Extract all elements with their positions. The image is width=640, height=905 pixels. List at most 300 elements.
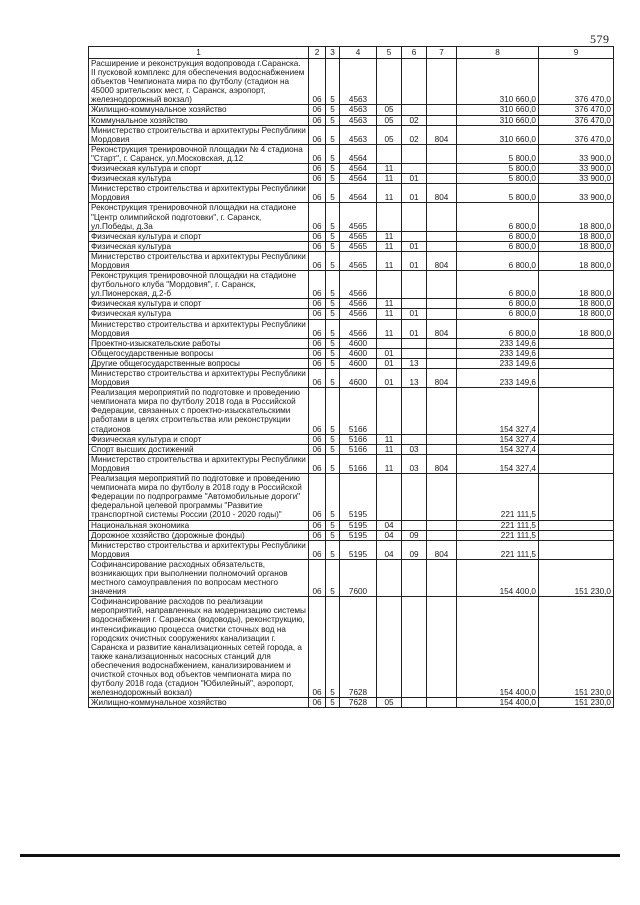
row-code-cell: 11 (377, 251, 402, 270)
row-amount-cell: 6 800,0 (457, 299, 539, 309)
row-amount-cell: 233 149,6 (457, 369, 539, 388)
row-code-cell (427, 203, 457, 231)
row-code-cell: 5 (326, 271, 340, 299)
row-code-cell: 06 (309, 174, 326, 184)
row-code-cell (377, 559, 402, 596)
row-code-cell (427, 348, 457, 358)
row-code-cell (427, 474, 457, 520)
table-row (89, 444, 614, 454)
row-code-cell: 06 (309, 105, 326, 115)
row-code-cell (402, 388, 427, 434)
row-code-cell: 5 (326, 597, 340, 698)
row-code-cell (427, 115, 457, 125)
row-code-cell: 5 (326, 59, 340, 105)
row-name-cell: Жилищно-коммунальное хозяйство (89, 105, 309, 115)
row-code-cell: 4600 (340, 369, 377, 388)
row-code-cell: 4563 (340, 115, 377, 125)
row-code-cell: 5 (326, 164, 340, 174)
row-amount-cell (539, 348, 614, 358)
row-name-cell: Общегосударственные вопросы (89, 348, 309, 358)
row-code-cell (402, 299, 427, 309)
row-code-cell: 5 (326, 203, 340, 231)
row-amount-cell: 5 800,0 (457, 174, 539, 184)
row-amount-cell: 154 400,0 (457, 559, 539, 596)
row-code-cell: 5 (326, 115, 340, 125)
row-amount-cell: 310 660,0 (457, 105, 539, 115)
table-row (89, 144, 614, 163)
row-name-cell: Министерство строительства и архитектуры Республики Мордовия (89, 319, 309, 338)
row-code-cell (427, 597, 457, 698)
row-code-cell: 06 (309, 597, 326, 698)
table-row (89, 59, 614, 105)
row-code-cell (377, 203, 402, 231)
table-row (89, 369, 614, 388)
table-row (89, 530, 614, 540)
table-row (89, 174, 614, 184)
row-amount-cell (539, 474, 614, 520)
row-code-cell: 5 (326, 540, 340, 559)
row-code-cell: 5 (326, 125, 340, 144)
row-code-cell: 13 (402, 369, 427, 388)
table-row (89, 184, 614, 203)
row-name-cell: Министерство строительства и архитектуры Республики Мордовия (89, 251, 309, 270)
row-code-cell: 06 (309, 59, 326, 105)
row-code-cell (427, 530, 457, 540)
row-name-cell: Другие общегосударственные вопросы (89, 358, 309, 368)
row-amount-cell (539, 520, 614, 530)
row-code-cell (427, 309, 457, 319)
row-amount-cell: 233 149,6 (457, 348, 539, 358)
row-name-cell: Реконструкция тренировочной площадки № 4 стадиона "Старт", г. Саранск, ул.Московская, д.12 (89, 144, 309, 163)
table-header (89, 47, 614, 59)
row-code-cell: 4566 (340, 271, 377, 299)
row-amount-cell: 221 111,5 (457, 540, 539, 559)
row-code-cell: 01 (377, 348, 402, 358)
row-code-cell (427, 241, 457, 251)
row-code-cell: 05 (377, 105, 402, 115)
row-code-cell (427, 358, 457, 368)
row-code-cell (427, 434, 457, 444)
row-name-cell: Министерство строительства и архитектуры Республики Мордовия (89, 184, 309, 203)
row-amount-cell: 151 230,0 (539, 559, 614, 596)
row-code-cell: 5166 (340, 388, 377, 434)
row-code-cell: 01 (402, 309, 427, 319)
row-code-cell: 5 (326, 369, 340, 388)
row-code-cell: 5 (326, 530, 340, 540)
row-code-cell: 04 (377, 540, 402, 559)
row-code-cell: 06 (309, 231, 326, 241)
header-cell-4: 4 (340, 47, 377, 59)
row-amount-cell: 6 800,0 (457, 203, 539, 231)
table-row (89, 251, 614, 270)
row-code-cell: 13 (402, 358, 427, 368)
row-code-cell: 4564 (340, 174, 377, 184)
row-code-cell (377, 338, 402, 348)
row-amount-cell (539, 434, 614, 444)
row-code-cell: 5 (326, 231, 340, 241)
row-code-cell: 11 (377, 299, 402, 309)
row-amount-cell (539, 540, 614, 559)
row-code-cell: 4564 (340, 144, 377, 163)
row-code-cell (402, 164, 427, 174)
row-amount-cell: 6 800,0 (457, 319, 539, 338)
row-name-cell: Физическая культура и спорт (89, 231, 309, 241)
row-code-cell: 5166 (340, 444, 377, 454)
row-code-cell: 4565 (340, 241, 377, 251)
row-code-cell: 7628 (340, 698, 377, 708)
table-row (89, 388, 614, 434)
row-code-cell: 11 (377, 174, 402, 184)
row-code-cell: 804 (427, 540, 457, 559)
row-code-cell: 06 (309, 319, 326, 338)
row-code-cell (427, 698, 457, 708)
row-name-cell: Софинансирование расходных обязательств, возникающих при выполнении полномочий органов местного самоуправления по вопросам местного значения (89, 559, 309, 596)
row-code-cell: 11 (377, 434, 402, 444)
row-code-cell: 5 (326, 388, 340, 434)
row-name-cell: Министерство строительства и архитектуры Республики Мордовия (89, 540, 309, 559)
row-amount-cell: 18 800,0 (539, 241, 614, 251)
row-code-cell: 5 (326, 348, 340, 358)
row-code-cell: 02 (402, 115, 427, 125)
row-code-cell (402, 59, 427, 105)
row-amount-cell: 310 660,0 (457, 59, 539, 105)
row-code-cell (427, 338, 457, 348)
row-code-cell: 4600 (340, 348, 377, 358)
row-code-cell: 06 (309, 559, 326, 596)
row-code-cell: 5195 (340, 540, 377, 559)
row-name-cell: Жилищно-коммунальное хозяйство (89, 698, 309, 708)
row-code-cell: 05 (377, 125, 402, 144)
row-code-cell: 05 (377, 698, 402, 708)
row-code-cell: 5 (326, 144, 340, 163)
row-code-cell: 11 (377, 231, 402, 241)
table-row (89, 358, 614, 368)
row-code-cell (377, 144, 402, 163)
row-amount-cell: 376 470,0 (539, 59, 614, 105)
row-code-cell: 11 (377, 309, 402, 319)
row-code-cell (402, 203, 427, 231)
table-row (89, 271, 614, 299)
row-code-cell: 5 (326, 698, 340, 708)
row-code-cell (402, 597, 427, 698)
row-code-cell: 06 (309, 271, 326, 299)
row-code-cell: 06 (309, 348, 326, 358)
row-amount-cell: 18 800,0 (539, 319, 614, 338)
row-name-cell: Физическая культура (89, 309, 309, 319)
row-name-cell: Национальная экономика (89, 520, 309, 530)
row-code-cell: 06 (309, 144, 326, 163)
row-code-cell: 5 (326, 309, 340, 319)
row-name-cell: Реконструкция тренировочной площадки на стадионе "Центр олимпийской подготовки", г. Саранск, ул.Победы, д.3а (89, 203, 309, 231)
row-code-cell (377, 59, 402, 105)
row-amount-cell: 376 470,0 (539, 125, 614, 144)
row-name-cell: Физическая культура и спорт (89, 434, 309, 444)
row-code-cell (427, 144, 457, 163)
row-code-cell (377, 388, 402, 434)
row-code-cell (427, 559, 457, 596)
row-code-cell (427, 164, 457, 174)
table-row (89, 105, 614, 115)
header-cell-8: 8 (457, 47, 539, 59)
row-amount-cell: 233 149,6 (457, 338, 539, 348)
row-amount-cell (539, 444, 614, 454)
row-code-cell: 804 (427, 319, 457, 338)
row-code-cell: 01 (377, 358, 402, 368)
row-amount-cell: 221 111,5 (457, 530, 539, 540)
row-name-cell: Реализация мероприятий по подготовке и проведению чемпионата мира по футболу 2018 года в Российской Федерации, связанных с проектно-изыскательскими работами в целях строительства или реконструкции стадионов (89, 388, 309, 434)
row-code-cell: 09 (402, 540, 427, 559)
row-code-cell (402, 144, 427, 163)
row-code-cell: 4600 (340, 358, 377, 368)
row-code-cell: 4566 (340, 319, 377, 338)
row-code-cell: 5 (326, 454, 340, 473)
row-amount-cell (539, 338, 614, 348)
row-code-cell: 5195 (340, 530, 377, 540)
table-row (89, 125, 614, 144)
row-code-cell: 06 (309, 299, 326, 309)
row-amount-cell: 18 800,0 (539, 299, 614, 309)
row-name-cell: Спорт высших достижений (89, 444, 309, 454)
row-code-cell: 01 (402, 184, 427, 203)
row-amount-cell: 33 900,0 (539, 174, 614, 184)
row-code-cell: 4564 (340, 184, 377, 203)
row-amount-cell: 6 800,0 (457, 231, 539, 241)
row-amount-cell: 154 327,4 (457, 454, 539, 473)
row-code-cell (402, 559, 427, 596)
row-code-cell: 11 (377, 444, 402, 454)
row-code-cell: 05 (377, 115, 402, 125)
row-amount-cell: 18 800,0 (539, 271, 614, 299)
row-name-cell: Реализация мероприятий по подготовке и проведению чемпионата мира по футболу в 2018 году в Российской Федерации по подпрограмме "Автомобильные дороги" федеральной целевой программы "Развитие транспортной системы России (2010 - 2020 годы)" (89, 474, 309, 520)
row-code-cell (427, 59, 457, 105)
table-row (89, 540, 614, 559)
page-number: 579 (590, 32, 610, 46)
row-code-cell: 5 (326, 338, 340, 348)
row-code-cell: 4564 (340, 164, 377, 174)
row-amount-cell: 233 149,6 (457, 358, 539, 368)
row-amount-cell (539, 388, 614, 434)
row-code-cell: 5 (326, 174, 340, 184)
row-code-cell: 06 (309, 520, 326, 530)
header-cell-7: 7 (427, 47, 457, 59)
row-amount-cell: 310 660,0 (457, 125, 539, 144)
table-row (89, 698, 614, 708)
row-code-cell: 01 (402, 174, 427, 184)
row-code-cell: 11 (377, 241, 402, 251)
row-amount-cell: 310 660,0 (457, 115, 539, 125)
row-code-cell: 4565 (340, 203, 377, 231)
row-amount-cell: 6 800,0 (457, 309, 539, 319)
header-cell-1: 1 (89, 47, 309, 59)
row-name-cell: Проектно-изыскательские работы (89, 338, 309, 348)
row-code-cell: 01 (402, 319, 427, 338)
row-code-cell (402, 520, 427, 530)
row-code-cell (402, 474, 427, 520)
row-code-cell: 11 (377, 164, 402, 174)
row-amount-cell: 18 800,0 (539, 309, 614, 319)
row-code-cell: 4566 (340, 309, 377, 319)
row-name-cell: Коммунальное хозяйство (89, 115, 309, 125)
row-code-cell: 06 (309, 434, 326, 444)
row-code-cell: 4600 (340, 338, 377, 348)
table-row (89, 348, 614, 358)
row-code-cell: 804 (427, 184, 457, 203)
row-code-cell: 04 (377, 520, 402, 530)
row-code-cell (427, 174, 457, 184)
row-code-cell (427, 299, 457, 309)
row-code-cell (402, 434, 427, 444)
row-code-cell: 5 (326, 444, 340, 454)
row-name-cell: Дорожное хозяйство (дорожные фонды) (89, 530, 309, 540)
row-amount-cell: 5 800,0 (457, 164, 539, 174)
row-name-cell: Министерство строительства и архитектуры Республики Мордовия (89, 454, 309, 473)
row-code-cell (402, 271, 427, 299)
row-amount-cell: 18 800,0 (539, 203, 614, 231)
row-code-cell: 5 (326, 299, 340, 309)
row-code-cell: 4563 (340, 59, 377, 105)
row-code-cell: 5166 (340, 434, 377, 444)
table-row (89, 559, 614, 596)
row-code-cell: 4566 (340, 299, 377, 309)
header-cell-5: 5 (377, 47, 402, 59)
row-code-cell: 06 (309, 454, 326, 473)
table-row (89, 434, 614, 444)
table-row (89, 231, 614, 241)
row-amount-cell: 5 800,0 (457, 144, 539, 163)
header-cell-9: 9 (539, 47, 614, 59)
row-code-cell (402, 338, 427, 348)
footer-rule (20, 854, 620, 857)
table-row (89, 597, 614, 698)
row-code-cell (427, 444, 457, 454)
row-amount-cell: 154 327,4 (457, 388, 539, 434)
row-code-cell: 06 (309, 530, 326, 540)
row-amount-cell: 33 900,0 (539, 184, 614, 203)
row-code-cell: 4565 (340, 231, 377, 241)
row-code-cell: 06 (309, 338, 326, 348)
row-code-cell (402, 698, 427, 708)
row-amount-cell: 154 327,4 (457, 434, 539, 444)
row-amount-cell (539, 358, 614, 368)
row-name-cell: Министерство строительства и архитектуры Республики Мордовия (89, 369, 309, 388)
row-code-cell: 11 (377, 454, 402, 473)
row-code-cell: 5195 (340, 474, 377, 520)
row-code-cell: 04 (377, 530, 402, 540)
row-amount-cell: 33 900,0 (539, 164, 614, 174)
table-body (89, 59, 614, 708)
row-code-cell: 06 (309, 115, 326, 125)
row-code-cell: 5 (326, 474, 340, 520)
row-amount-cell: 376 470,0 (539, 115, 614, 125)
row-code-cell: 06 (309, 309, 326, 319)
row-code-cell (377, 597, 402, 698)
budget-table (88, 46, 614, 708)
row-name-cell: Физическая культура и спорт (89, 299, 309, 309)
row-code-cell: 06 (309, 698, 326, 708)
row-amount-cell: 151 230,0 (539, 698, 614, 708)
header-cell-6: 6 (402, 47, 427, 59)
row-code-cell (427, 231, 457, 241)
row-name-cell: Физическая культура и спорт (89, 164, 309, 174)
row-amount-cell: 154 400,0 (457, 698, 539, 708)
row-code-cell: 5166 (340, 454, 377, 473)
table-row (89, 454, 614, 473)
row-code-cell: 01 (402, 241, 427, 251)
table-row (89, 164, 614, 174)
table-row (89, 309, 614, 319)
row-amount-cell (539, 454, 614, 473)
row-amount-cell: 221 111,5 (457, 474, 539, 520)
row-code-cell: 11 (377, 319, 402, 338)
row-amount-cell: 221 111,5 (457, 520, 539, 530)
row-code-cell: 06 (309, 369, 326, 388)
row-code-cell: 5 (326, 251, 340, 270)
row-code-cell: 06 (309, 388, 326, 434)
row-amount-cell: 154 327,4 (457, 444, 539, 454)
row-code-cell: 5 (326, 184, 340, 203)
row-code-cell (427, 271, 457, 299)
table-row (89, 338, 614, 348)
row-amount-cell: 6 800,0 (457, 251, 539, 270)
table-row (89, 115, 614, 125)
row-code-cell: 01 (402, 251, 427, 270)
row-code-cell: 06 (309, 474, 326, 520)
row-amount-cell: 376 470,0 (539, 105, 614, 115)
row-code-cell: 06 (309, 444, 326, 454)
row-code-cell (377, 474, 402, 520)
row-code-cell: 5 (326, 358, 340, 368)
row-code-cell: 5 (326, 559, 340, 596)
header-row (89, 47, 614, 59)
row-code-cell: 09 (402, 530, 427, 540)
row-name-cell: Расширение и реконструкция водопровода г.Саранска. II пусковой комплекс для обеспечения водоснабжением объектов Чемпионата мира по футболу (стадион на 45000 зрительских мест, г. Саранск, аэропорт, железнодорожный вокзал) (89, 59, 309, 105)
row-code-cell: 5 (326, 520, 340, 530)
row-code-cell: 804 (427, 369, 457, 388)
row-code-cell: 5 (326, 241, 340, 251)
row-code-cell: 5 (326, 319, 340, 338)
row-code-cell (402, 231, 427, 241)
table-row (89, 203, 614, 231)
header-cell-3: 3 (326, 47, 340, 59)
row-code-cell (427, 520, 457, 530)
row-code-cell: 03 (402, 454, 427, 473)
row-code-cell: 06 (309, 241, 326, 251)
row-code-cell: 5 (326, 105, 340, 115)
row-name-cell: Софинансирование расходов по реализации мероприятий, направленных на модернизацию системы водоснабжения г. Саранска (водоводы), реконструкцию, интенсификацию процесса очистки сточных вод на городских очистных сооружениях канализации г. Саранска и развитие канализационных сетей города, а также канализационных насосных станций для обеспечения водоснабжением, канализированием и очисткой сточных вод объектов чемпионата мира по футболу 2018 года (стадион "Юбилейный", аэропорт, железнодорожный вокзал) (89, 597, 309, 698)
row-name-cell: Физическая культура (89, 174, 309, 184)
row-amount-cell (539, 369, 614, 388)
row-code-cell: 7600 (340, 559, 377, 596)
row-amount-cell: 151 230,0 (539, 597, 614, 698)
table-row (89, 520, 614, 530)
row-code-cell (402, 105, 427, 115)
row-code-cell: 4563 (340, 105, 377, 115)
row-code-cell: 804 (427, 454, 457, 473)
row-code-cell: 7628 (340, 597, 377, 698)
header-cell-2: 2 (309, 47, 326, 59)
row-code-cell (427, 105, 457, 115)
row-code-cell: 4563 (340, 125, 377, 144)
row-code-cell: 804 (427, 251, 457, 270)
row-amount-cell: 18 800,0 (539, 251, 614, 270)
table-row (89, 299, 614, 309)
row-code-cell (377, 271, 402, 299)
row-code-cell: 06 (309, 164, 326, 174)
row-amount-cell: 154 400,0 (457, 597, 539, 698)
row-code-cell: 02 (402, 125, 427, 144)
row-code-cell (402, 348, 427, 358)
table-row (89, 241, 614, 251)
